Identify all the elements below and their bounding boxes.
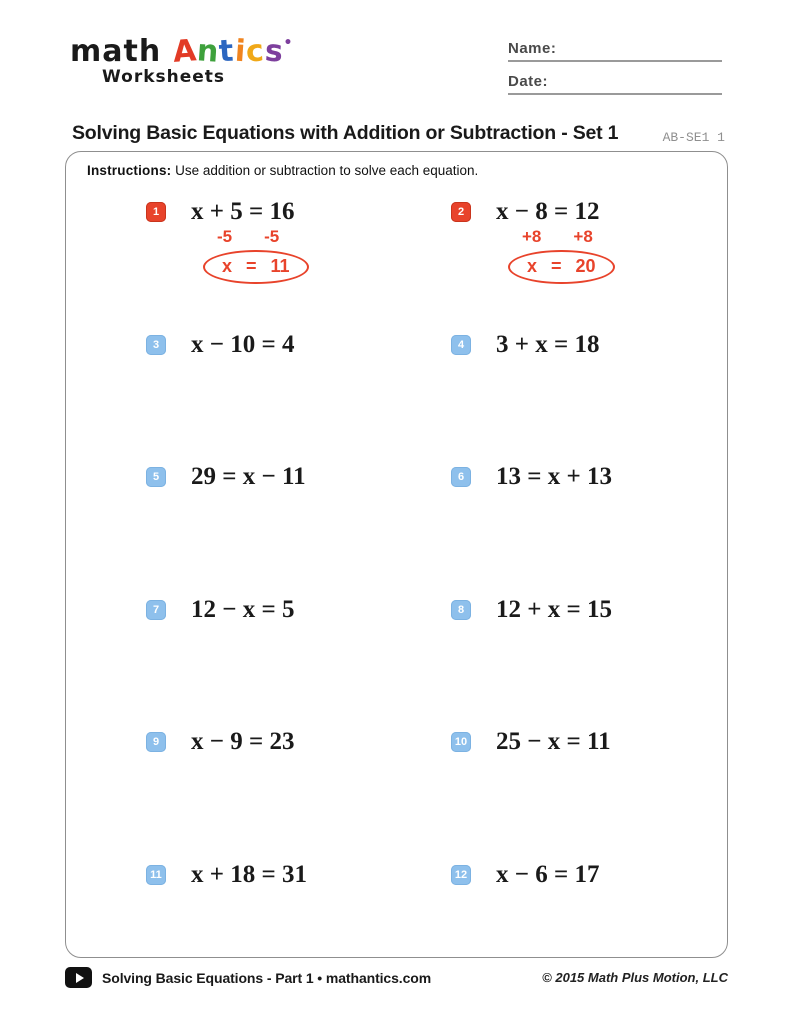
equation: x − 6 = 17 (496, 860, 600, 888)
date-field (508, 73, 722, 95)
problem-number-badge: 9 (146, 732, 166, 752)
logo-subtitle: Worksheets (102, 67, 226, 87)
problem-8 (371, 590, 727, 723)
page-header (0, 0, 791, 106)
logo-word-math: math (70, 34, 162, 69)
problem-number-badge: 1 (146, 202, 166, 222)
problem-number-badge: 2 (451, 202, 471, 222)
logo-letter: c (244, 33, 266, 70)
problem-11 (66, 855, 371, 988)
problem-number-badge: 12 (451, 865, 471, 885)
page-footer (65, 967, 728, 988)
logo-letter: t (218, 33, 236, 70)
work-term: +8 (522, 226, 542, 246)
logo-wordmark (70, 34, 293, 69)
equation: 3 + x = 18 (496, 330, 600, 358)
equation: x + 5 = 16 (191, 198, 295, 225)
circled-answer: x = 11 (203, 250, 309, 284)
problem-5 (66, 457, 371, 590)
problem-7 (66, 590, 371, 723)
equation: x − 8 = 12 (496, 198, 600, 225)
play-video-icon (65, 967, 92, 988)
equation: x − 9 = 23 (191, 728, 295, 755)
equation: x − 10 = 4 (191, 330, 295, 358)
problem-number-badge: 3 (146, 335, 166, 355)
math-antics-logo (70, 34, 293, 106)
worked-steps (217, 227, 309, 247)
problem-number-badge: 6 (451, 467, 471, 487)
name-date-block (508, 34, 722, 106)
page-title: Solving Basic Equations with Addition or Subtraction - Set 1 (72, 122, 619, 144)
work-term: +8 (573, 226, 593, 246)
problem-number-badge: 4 (451, 335, 471, 355)
problems-grid (66, 192, 727, 987)
equation: 12 − x = 5 (191, 595, 295, 623)
problem-2 (371, 192, 727, 325)
problem-3 (66, 325, 371, 458)
problem-number-badge: 5 (146, 467, 166, 487)
equation: 25 − x = 11 (496, 728, 611, 755)
problem-number-badge: 11 (146, 865, 166, 885)
trademark-dot-icon: • (283, 35, 294, 51)
problem-10 (371, 722, 727, 855)
equation: x + 18 = 31 (191, 860, 307, 888)
problem-number-badge: 7 (146, 600, 166, 620)
logo-letter: s (263, 33, 285, 70)
name-label: Name: (508, 40, 557, 57)
logo-letter: i (233, 33, 248, 70)
instructions-text: Use addition or subtraction to solve each equation. (171, 163, 479, 178)
equation: 13 = x + 13 (496, 463, 612, 490)
name-field (508, 40, 722, 62)
work-term: -5 (264, 226, 280, 246)
problem-4 (371, 325, 727, 458)
date-label: Date: (508, 73, 549, 90)
problem-6 (371, 457, 727, 590)
worksheet-body-box (65, 151, 728, 958)
problem-number-badge: 8 (451, 600, 471, 620)
work-term: -5 (217, 226, 233, 246)
worksheet-code: AB-SE1 1 (662, 130, 725, 145)
problem-9 (66, 722, 371, 855)
copyright-text: © 2015 Math Plus Motion, LLC (542, 970, 728, 985)
equation: 12 + x = 15 (496, 595, 612, 623)
circled-answer: x = 20 (508, 250, 615, 284)
title-row (72, 122, 725, 145)
instructions-label: Instructions: (87, 163, 172, 178)
worked-steps (522, 227, 615, 247)
logo-letter: A (171, 33, 199, 70)
problem-1 (66, 192, 371, 325)
problem-number-badge: 10 (451, 732, 471, 752)
logo-letter: n (195, 33, 221, 70)
equation: 29 = x − 11 (191, 463, 306, 490)
instructions (87, 163, 727, 178)
problem-12 (371, 855, 727, 988)
footer-video-title: Solving Basic Equations - Part 1 • mathantics.com (102, 969, 432, 986)
